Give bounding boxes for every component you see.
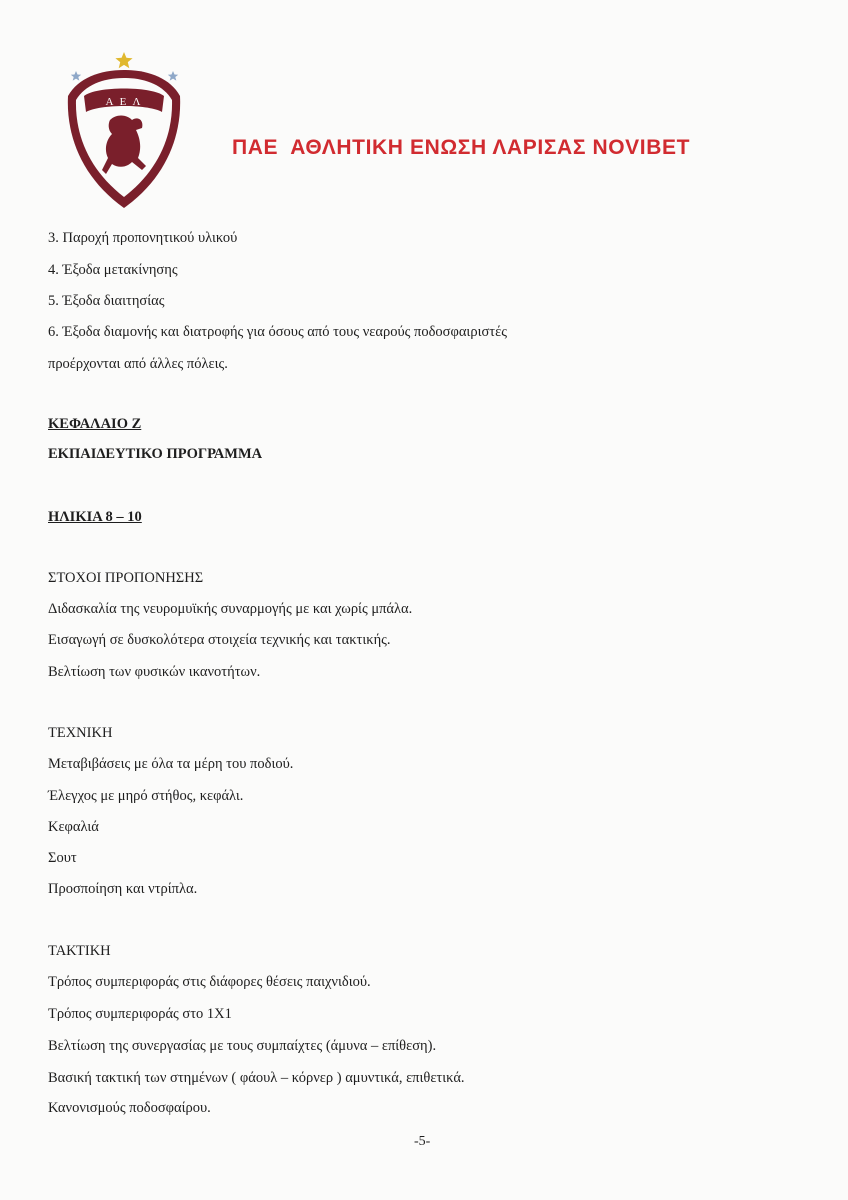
list-item: 3. Παροχή προπονητικού υλικού	[48, 230, 238, 246]
tactics-item: Βελτίωση της συνεργασίας με τους συμπαίχτες (άμυνα – επίθεση).	[48, 1038, 437, 1054]
list-item: 6. Έξοδα διαμονής και διατροφής για όσους από τους νεαρούς ποδοσφαιριστές	[48, 324, 507, 340]
right-star-icon	[168, 71, 178, 81]
technique-item: Κεφαλιά	[48, 819, 99, 835]
goals-item: Διδασκαλία της νευρομυϊκής συναρμογής με και χωρίς μπάλα.	[48, 601, 413, 617]
club-name: ΠΑΕ ΑΘΛΗΤΙΚΗ ΕΝΩΣΗ ΛΑΡΙΣΑΣ NOVIBET	[232, 136, 690, 159]
technique-item: Έλεγχος με μηρό στήθος, κεφάλι.	[48, 788, 244, 804]
tactics-item: Τρόπος συμπεριφοράς στις διάφορες θέσεις παιχνιδιού.	[48, 974, 371, 990]
technique-item: Μεταβιβάσεις με όλα τα μέρη του ποδιού.	[48, 756, 294, 772]
left-star-icon	[71, 71, 81, 81]
goals-item: Βελτίωση των φυσικών ικανοτήτων.	[48, 664, 261, 680]
age-group-heading: ΗΛΙΚΙΑ 8 – 10	[48, 509, 142, 525]
tactics-item: Κανονισμούς ποδοσφαίρου.	[48, 1100, 211, 1116]
chapter-title: ΕΚΠΑΙΔΕΥΤΙΚΟ ΠΡΟΓΡΑΜΜΑ	[48, 446, 263, 462]
chapter-heading: ΚΕΦΑΛΑΙΟ Ζ	[48, 416, 142, 432]
goals-section-title: ΣΤΟΧΟΙ ΠΡΟΠΟΝΗΣΗΣ	[48, 570, 204, 586]
technique-section-title: ΤΕΧΝΙΚΗ	[48, 725, 113, 741]
list-item-continuation: προέρχονται από άλλες πόλεις.	[48, 356, 228, 372]
technique-item: Προσποίηση και ντρίπλα.	[48, 881, 198, 897]
goals-item: Εισαγωγή σε δυσκολότερα στοιχεία τεχνικής και τακτικής.	[48, 632, 391, 648]
gold-star-icon	[115, 52, 132, 68]
page-number: -5-	[414, 1134, 431, 1149]
ael-crest-logo	[66, 50, 186, 212]
tactics-section-title: ΤΑΚΤΙΚΗ	[48, 943, 111, 959]
list-item: 4. Έξοδα μετακίνησης	[48, 262, 178, 278]
technique-item: Σουτ	[48, 850, 77, 866]
logo-text: Α Ε Λ	[105, 96, 143, 108]
list-item: 5. Έξοδα διαιτησίας	[48, 293, 165, 309]
tactics-item: Τρόπος συμπεριφοράς στο 1Χ1	[48, 1006, 232, 1022]
tactics-item: Βασική τακτική των στημένων ( φάουλ – κόρνερ ) αμυντικά, επιθετικά.	[48, 1070, 465, 1086]
